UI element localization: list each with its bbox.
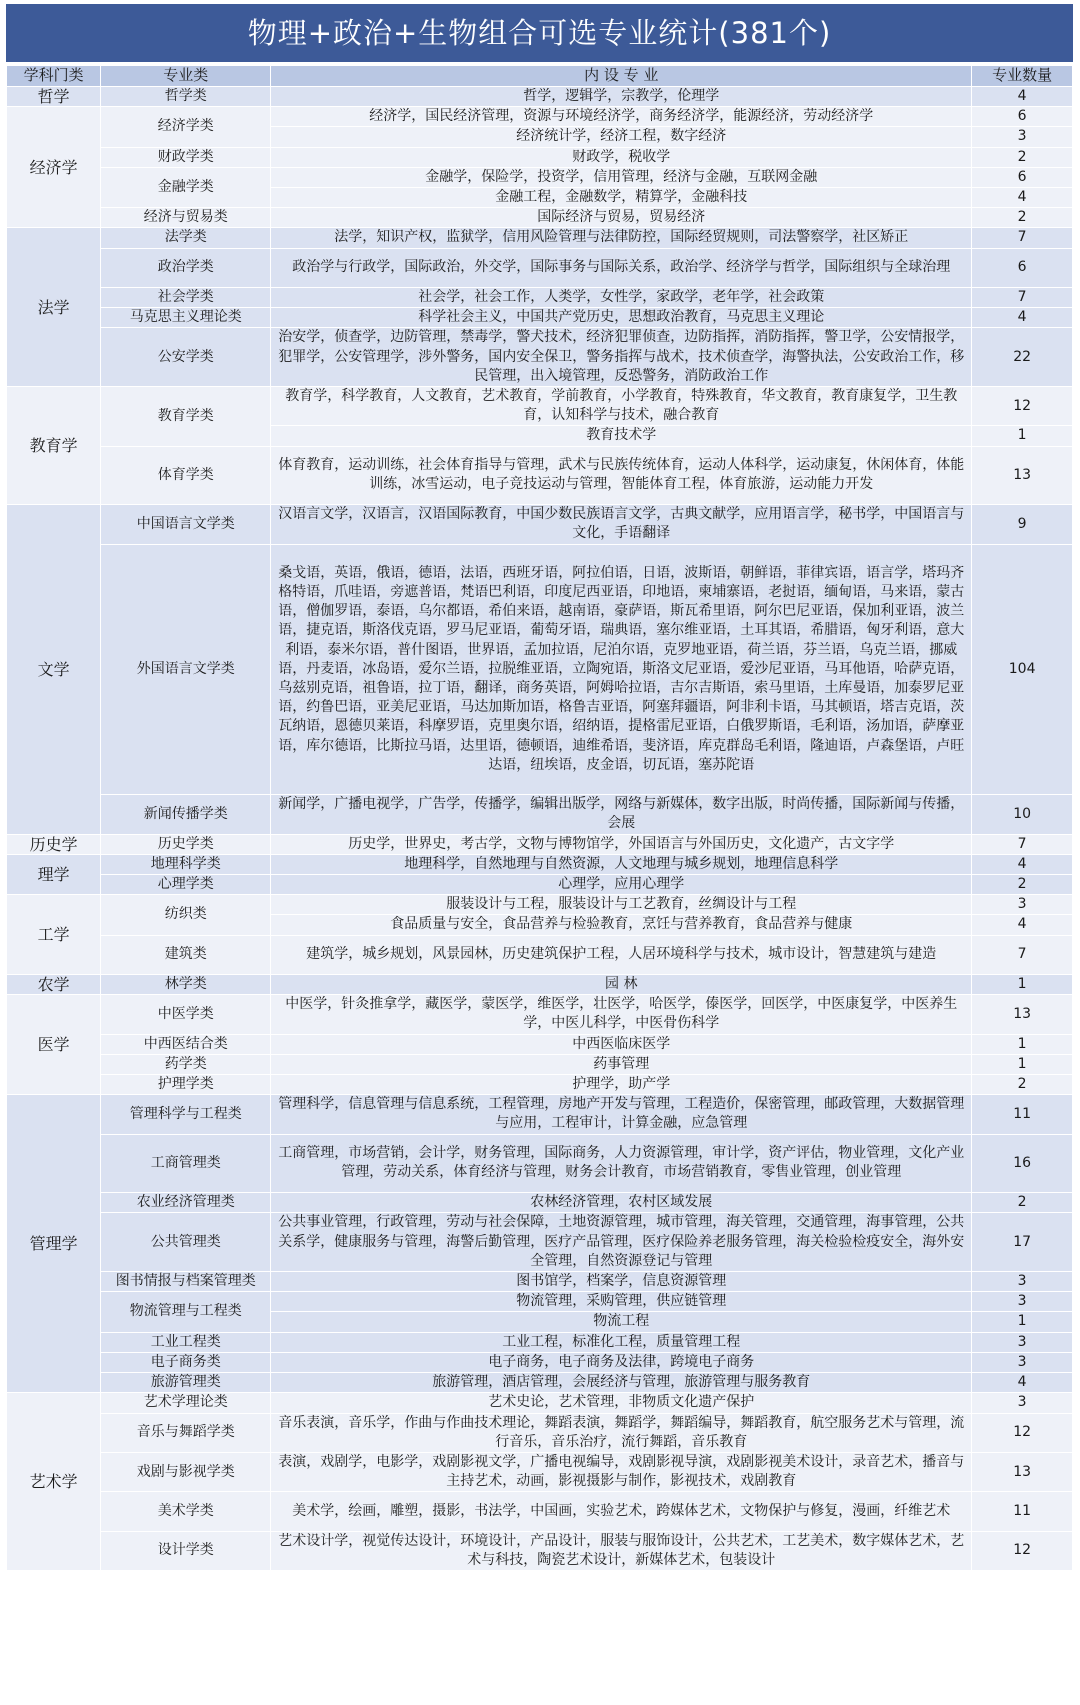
table-row [7,1272,1073,1292]
major-class-cell: 林学类 [101,975,271,995]
table-row [7,288,1073,308]
major-class-cell: 工业工程类 [101,1332,271,1352]
majors-cell: 艺术史论，艺术管理，非物质文化遗产保护 [271,1393,972,1413]
major-class-cell: 法学类 [101,228,271,248]
count-cell: 1 [972,1312,1073,1332]
count-cell: 9 [972,505,1073,544]
majors-cell: 药事管理 [271,1054,972,1074]
major-class-cell: 设计学类 [101,1531,271,1570]
table-row [7,1352,1073,1372]
majors-cell: 管理科学，信息管理与信息系统，工程管理，房地产开发与管理，工程造价，保密管理，邮政管理，大数据管理与应用，工程审计，计算金融，应急管理 [271,1095,972,1134]
major-class-cell: 药学类 [101,1054,271,1074]
majors-cell: 财政学，税收学 [271,147,972,167]
major-class-cell: 戏剧与影视学类 [101,1452,271,1491]
majors-cell: 体育教育，运动训练，社会体育指导与管理，武术与民族传统体育，运动人体科学，运动康复，休闲体育，体能训练，冰雪运动，电子竞技运动与管理，智能体育工程，体育旅游，运动能力开发 [271,446,972,505]
major-class-cell: 美术学类 [101,1492,271,1531]
count-cell: 2 [972,208,1073,228]
count-cell: 2 [972,1193,1073,1213]
count-cell: 7 [972,228,1073,248]
count-cell: 12 [972,1531,1073,1570]
majors-cell: 心理学，应用心理学 [271,875,972,895]
major-class-cell: 电子商务类 [101,1352,271,1372]
majors-cell: 新闻学，广播电视学，广告学，传播学，编辑出版学，网络与新媒体，数字出版，时尚传播，国际新闻与传播，会展 [271,795,972,834]
category-cell: 管理学 [7,1095,101,1393]
table-row [7,795,1073,834]
table-row [7,87,1073,107]
majors-cell: 旅游管理，酒店管理，会展经济与管理，旅游管理与服务教育 [271,1373,972,1393]
table-row [7,1095,1073,1134]
count-cell: 3 [972,1332,1073,1352]
table-row [7,1193,1073,1213]
majors-cell: 哲学，逻辑学，宗教学，伦理学 [271,87,972,107]
page [6,4,1073,1571]
count-cell: 4 [972,87,1073,107]
major-class-cell: 心理学类 [101,875,271,895]
count-cell: 1 [972,1054,1073,1074]
header-count: 专业数量 [972,66,1073,87]
count-cell: 12 [972,1413,1073,1452]
table-row [7,167,1073,187]
table-row [7,975,1073,995]
table-row [7,1034,1073,1054]
major-class-cell: 哲学类 [101,87,271,107]
majors-cell: 国际经济与贸易，贸易经济 [271,208,972,228]
count-cell: 7 [972,834,1073,854]
majors-cell: 桑戈语，英语，俄语，德语，法语，西班牙语，阿拉伯语，日语，波斯语，朝鲜语，菲律宾语，语言学，塔玛齐格特语，爪哇语，旁遮普语，梵语巴利语，印度尼西亚语，印地语，柬埔寨语，老挝语，缅甸语，马来语，蒙古语，僧伽罗语，泰语，乌尔都语，希伯来语，越南语，豪萨语，斯瓦希里语，阿尔巴尼亚语，保加利亚语，波兰语，捷克语，斯洛伐克语，罗马尼亚语，葡萄牙语，瑞典语，塞尔维亚语，土耳其语，希腊语，匈牙利语，意大利语，泰米尔语，普什图语，世界语，孟加拉语，尼泊尔语，克罗地亚语，荷兰语，芬兰语，乌克兰语，挪威语，丹麦语，冰岛语，爱尔兰语，拉脱维亚语，立陶宛语，斯洛文尼亚语，爱沙尼亚语，马耳他语，哈萨克语，乌兹别克语，祖鲁语，拉丁语，翻译，商务英语，阿姆哈拉语，吉尔吉斯语，索马里语，土库曼语，加泰罗尼亚语，约鲁巴语，亚美尼亚语，马达加斯加语，格鲁吉亚语，阿塞拜疆语，阿非利卡语，马其顿语，塔吉克语，茨瓦纳语，恩德贝莱语，科摩罗语，克里奥尔语，绍纳语，提格雷尼亚语，白俄罗斯语，毛利语，汤加语，萨摩亚语，库尔德语，比斯拉马语，达里语，德顿语，迪维希语，斐济语，库克群岛毛利语，隆迪语，卢森堡语，卢旺达语，纽埃语，皮金语，切瓦语，塞苏陀语 [271,544,972,795]
table-row [7,935,1073,974]
category-cell: 历史学 [7,834,101,854]
table-row [7,505,1073,544]
count-cell: 10 [972,795,1073,834]
category-cell: 工学 [7,895,101,975]
count-cell: 6 [972,107,1073,127]
table-row [7,1393,1073,1413]
majors-cell: 教育技术学 [271,426,972,446]
majors-cell: 经济学，国民经济管理，资源与环境经济学，商务经济学，能源经济，劳动经济学 [271,107,972,127]
majors-table [6,65,1073,1571]
majors-cell: 艺术设计学，视觉传达设计，环境设计，产品设计，服装与服饰设计，公共艺术，工艺美术，数字媒体艺术，艺术与科技，陶瓷艺术设计，新媒体艺术，包装设计 [271,1531,972,1570]
major-class-cell: 经济学类 [101,107,271,147]
major-class-cell: 体育学类 [101,446,271,505]
count-cell: 2 [972,147,1073,167]
majors-cell: 社会学，社会工作，人类学，女性学，家政学，老年学，社会政策 [271,288,972,308]
major-class-cell: 护理学类 [101,1075,271,1095]
count-cell: 7 [972,935,1073,974]
table-row [7,1134,1073,1193]
count-cell: 104 [972,544,1073,795]
majors-cell: 历史学，世界史，考古学，文物与博物馆学，外国语言与外国历史，文化遗产，古文字学 [271,834,972,854]
table-row [7,308,1073,328]
majors-cell: 公共事业管理，行政管理，劳动与社会保障，土地资源管理，城市管理，海关管理，交通管理，海事管理，公共关系学，健康服务与管理，海警后勤管理，医疗产品管理，医疗保险养老服务管理，海关检验检疫安全，海外安全管理，自然资源登记与管理 [271,1213,972,1272]
major-class-cell: 公共管理类 [101,1213,271,1272]
table-row [7,248,1073,287]
majors-cell: 物流管理，采购管理，供应链管理 [271,1292,972,1312]
count-cell: 1 [972,426,1073,446]
table-row [7,107,1073,127]
count-cell: 3 [972,1393,1073,1413]
table-row [7,446,1073,505]
category-cell: 理学 [7,854,101,894]
count-cell: 13 [972,1452,1073,1491]
major-class-cell: 地理科学类 [101,854,271,874]
count-cell: 2 [972,1075,1073,1095]
majors-cell: 美术学，绘画，雕塑，摄影，书法学，中国画，实验艺术，跨媒体艺术，文物保护与修复，漫画，纤维艺术 [271,1492,972,1531]
table-row [7,1292,1073,1312]
majors-cell: 建筑学，城乡规划，风景园林，历史建筑保护工程，人居环境科学与技术，城市设计，智慧建筑与建造 [271,935,972,974]
majors-cell: 农林经济管理，农村区域发展 [271,1193,972,1213]
major-class-cell: 政治学类 [101,248,271,287]
majors-cell: 金融学，保险学，投资学，信用管理，经济与金融，互联网金融 [271,167,972,187]
table-row [7,1373,1073,1393]
table-row [7,544,1073,795]
header-majors: 内 设 专 业 [271,66,972,87]
table-row [7,328,1073,387]
count-cell: 2 [972,875,1073,895]
major-class-cell: 物流管理与工程类 [101,1292,271,1332]
majors-cell: 服装设计与工程，服装设计与工艺教育，丝绸设计与工程 [271,895,972,915]
count-cell: 12 [972,387,1073,426]
majors-cell: 科学社会主义，中国共产党历史，思想政治教育，马克思主义理论 [271,308,972,328]
count-cell: 4 [972,1373,1073,1393]
major-class-cell: 社会学类 [101,288,271,308]
header-major-class: 专业类 [101,66,271,87]
category-cell: 医学 [7,995,101,1095]
major-class-cell: 金融学类 [101,167,271,207]
major-class-cell: 中西医结合类 [101,1034,271,1054]
majors-cell: 汉语言文学，汉语言，汉语国际教育，中国少数民族语言文学，古典文献学，应用语言学，秘书学，中国语言与文化，手语翻译 [271,505,972,544]
count-cell: 13 [972,446,1073,505]
category-cell: 经济学 [7,107,101,228]
majors-cell: 表演，戏剧学，电影学，戏剧影视文学，广播电视编导，戏剧影视导演，戏剧影视美术设计，录音艺术，播音与主持艺术，动画，影视摄影与制作，影视技术，戏剧教育 [271,1452,972,1491]
count-cell: 7 [972,288,1073,308]
table-row [7,995,1073,1034]
category-cell: 农学 [7,975,101,995]
count-cell: 17 [972,1213,1073,1272]
table-row [7,1492,1073,1531]
major-class-cell: 公安学类 [101,328,271,387]
major-class-cell: 财政学类 [101,147,271,167]
category-cell: 哲学 [7,87,101,107]
page-title: 物理+政治+生物组合可选专业统计(381个) [6,4,1073,62]
category-cell: 教育学 [7,387,101,505]
majors-cell: 园 林 [271,975,972,995]
count-cell: 22 [972,328,1073,387]
major-class-cell: 外国语言文学类 [101,544,271,795]
table-row [7,147,1073,167]
table-row [7,875,1073,895]
count-cell: 11 [972,1492,1073,1531]
count-cell: 11 [972,1095,1073,1134]
category-cell: 法学 [7,228,101,387]
majors-cell: 物流工程 [271,1312,972,1332]
count-cell: 13 [972,995,1073,1034]
major-class-cell: 历史学类 [101,834,271,854]
majors-cell: 工商管理，市场营销，会计学，财务管理，国际商务，人力资源管理，审计学，资产评估，物业管理，文化产业管理，劳动关系，体育经济与管理，财务会计教育，市场营销教育，零售业管理，创业管理 [271,1134,972,1193]
table-row [7,1531,1073,1570]
count-cell: 4 [972,854,1073,874]
count-cell: 3 [972,1352,1073,1372]
table-row [7,854,1073,874]
majors-cell: 中西医临床医学 [271,1034,972,1054]
majors-cell: 食品质量与安全，食品营养与检验教育，烹饪与营养教育，食品营养与健康 [271,915,972,935]
table-row [7,387,1073,426]
majors-cell: 音乐表演，音乐学，作曲与作曲技术理论，舞蹈表演，舞蹈学，舞蹈编导，舞蹈教育，航空服务艺术与管理，流行音乐，音乐治疗，流行舞蹈，音乐教育 [271,1413,972,1452]
majors-cell: 治安学，侦查学，边防管理，禁毒学，警犬技术，经济犯罪侦查，边防指挥，消防指挥，警卫学，公安情报学，犯罪学，公安管理学，涉外警务，国内安全保卫，警务指挥与战术，技术侦查学，海警执法，公安政治工作，移民管理，出入境管理，反恐警务，消防政治工作 [271,328,972,387]
majors-cell: 地理科学，自然地理与自然资源，人文地理与城乡规划，地理信息科学 [271,854,972,874]
table-row [7,1213,1073,1272]
table-row [7,228,1073,248]
majors-cell: 政治学与行政学，国际政治，外交学，国际事务与国际关系，政治学、经济学与哲学，国际组织与全球治理 [271,248,972,287]
count-cell: 4 [972,308,1073,328]
major-class-cell: 图书情报与档案管理类 [101,1272,271,1292]
table-row [7,1054,1073,1074]
count-cell: 3 [972,895,1073,915]
table-row [7,208,1073,228]
major-class-cell: 管理科学与工程类 [101,1095,271,1134]
count-cell: 3 [972,1272,1073,1292]
table-row [7,834,1073,854]
major-class-cell: 纺织类 [101,895,271,935]
majors-cell: 电子商务，电子商务及法律，跨境电子商务 [271,1352,972,1372]
majors-cell: 经济统计学，经济工程，数字经济 [271,127,972,147]
count-cell: 6 [972,248,1073,287]
category-cell: 文学 [7,505,101,834]
count-cell: 4 [972,915,1073,935]
major-class-cell: 音乐与舞蹈学类 [101,1413,271,1452]
count-cell: 1 [972,975,1073,995]
major-class-cell: 工商管理类 [101,1134,271,1193]
major-class-cell: 旅游管理类 [101,1373,271,1393]
table-row [7,1413,1073,1452]
count-cell: 16 [972,1134,1073,1193]
majors-cell: 教育学，科学教育，人文教育，艺术教育，学前教育，小学教育，特殊教育，华文教育，教育康复学，卫生教育，认知科学与技术，融合教育 [271,387,972,426]
header-category: 学科门类 [7,66,101,87]
count-cell: 4 [972,188,1073,208]
category-cell: 艺术学 [7,1393,101,1571]
table-row [7,1332,1073,1352]
majors-cell: 中医学，针灸推拿学，藏医学，蒙医学，维医学，壮医学，哈医学，傣医学，回医学，中医康复学，中医养生学，中医儿科学，中医骨伤科学 [271,995,972,1034]
count-cell: 3 [972,1292,1073,1312]
major-class-cell: 新闻传播学类 [101,795,271,834]
majors-cell: 金融工程，金融数学，精算学，金融科技 [271,188,972,208]
table-header [7,66,1073,87]
major-class-cell: 中医学类 [101,995,271,1034]
major-class-cell: 马克思主义理论类 [101,308,271,328]
count-cell: 6 [972,167,1073,187]
table-body [7,87,1073,1571]
count-cell: 1 [972,1034,1073,1054]
major-class-cell: 农业经济管理类 [101,1193,271,1213]
major-class-cell: 建筑类 [101,935,271,974]
majors-cell: 护理学，助产学 [271,1075,972,1095]
count-cell: 3 [972,127,1073,147]
table-row [7,1452,1073,1491]
major-class-cell: 艺术学理论类 [101,1393,271,1413]
table-row [7,1075,1073,1095]
major-class-cell: 教育学类 [101,387,271,447]
major-class-cell: 中国语言文学类 [101,505,271,544]
majors-cell: 法学，知识产权，监狱学，信用风险管理与法律防控，国际经贸规则，司法警察学，社区矫正 [271,228,972,248]
majors-cell: 工业工程，标准化工程，质量管理工程 [271,1332,972,1352]
table-row [7,895,1073,915]
major-class-cell: 经济与贸易类 [101,208,271,228]
majors-cell: 图书馆学，档案学，信息资源管理 [271,1272,972,1292]
